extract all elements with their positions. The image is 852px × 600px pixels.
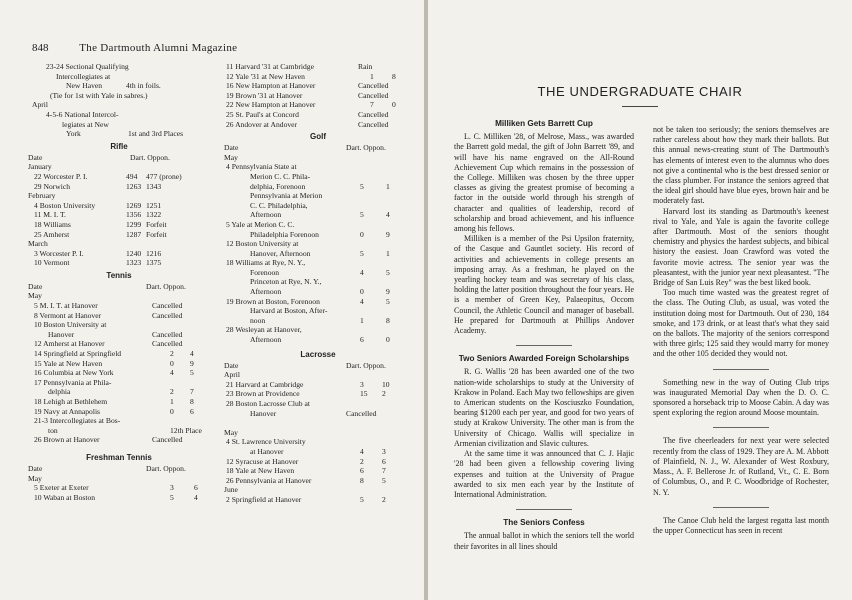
result-event: Harvard at Boston, After- xyxy=(250,306,328,316)
result-dart-score: 6 xyxy=(360,466,364,476)
result-row xyxy=(220,335,416,345)
result-event: 12 Yale '31 at New Haven xyxy=(226,71,305,81)
result-dart-score: 0 xyxy=(170,406,174,416)
result-opponent-score: 9 xyxy=(386,287,390,297)
result-row xyxy=(220,316,416,326)
result-opponent-score: Forfeit xyxy=(146,229,167,239)
seniors-paragraph-3: Harvard lost its standing as Dartmouth's keenest rival to Yale, and Yale is again the favorite college after Dartmouth. Most of the seniors thought chemistry and physics the hardest subjects, and bibical history the easiest. Joan Crawford was voted the favorite movie actress. The senior year was the pleasantest, with the junior year next pleasantest. "The Bridge of San Luis Rey" was the best liked book. xyxy=(653,206,829,288)
result-row xyxy=(24,311,214,321)
result-opponent-score: 8 xyxy=(190,397,194,406)
result-dart-score: 1 xyxy=(170,397,174,406)
fencing-line: 4-5-6 National Intercol- xyxy=(46,109,119,119)
result-event: 19 Brown '31 at Hanover xyxy=(226,90,303,100)
result-opponent-score: 1322 xyxy=(146,210,162,220)
result-event: 18 Yale at New Haven xyxy=(226,466,295,476)
fencing-line: legiates at New xyxy=(62,119,109,129)
result-event: 12 Amherst at Hanover xyxy=(34,339,105,349)
freshman-tennis-results xyxy=(24,474,214,503)
result-event: 26 Brown at Hanover xyxy=(34,435,100,445)
fencing-line: Intercollegiates at xyxy=(56,71,111,81)
result-row xyxy=(24,210,214,220)
result-row xyxy=(220,153,416,163)
result-opponent-score: 4 xyxy=(194,492,198,502)
result-row xyxy=(220,287,416,297)
result-event: May xyxy=(224,427,238,437)
result-event: 5 Yale at Merion C. C. xyxy=(226,219,295,229)
result-dart-score: 494 xyxy=(126,171,138,181)
result-dart-score: Cancelled xyxy=(152,329,183,339)
result-dart-score: 1240 xyxy=(126,248,142,258)
result-row xyxy=(220,258,416,268)
result-row xyxy=(220,447,416,457)
result-row xyxy=(24,474,214,484)
result-opponent-score: 477 (prone) xyxy=(146,171,182,181)
result-event: C. C. Philadelphia, xyxy=(250,200,308,210)
result-event: 16 Columbia at New York xyxy=(34,368,114,378)
result-dart-score: 12th Place xyxy=(170,425,202,435)
result-row xyxy=(24,339,214,349)
result-row xyxy=(24,493,214,503)
result-row xyxy=(220,457,416,467)
result-row xyxy=(220,191,416,201)
result-opponent-score: 8 xyxy=(386,315,390,325)
result-opponent-score: 10 xyxy=(382,379,390,389)
result-row xyxy=(220,120,416,130)
result-event: Forenoon xyxy=(250,267,280,277)
result-opponent-score: 7 xyxy=(190,387,194,397)
result-row xyxy=(220,110,416,120)
result-row xyxy=(24,320,214,330)
result-row xyxy=(220,72,416,82)
result-opponent-score: 1 xyxy=(386,248,390,258)
result-row xyxy=(220,485,416,495)
result-event: 17 Pennsylvania at Phila- xyxy=(34,377,112,387)
result-event: 18 Williams xyxy=(34,219,71,229)
result-dart-score: 1287 xyxy=(126,229,142,239)
result-dart-score: 4 xyxy=(360,446,364,456)
result-dart-score: 1299 xyxy=(126,219,142,229)
result-event: 10 Waban at Boston xyxy=(34,492,96,502)
result-row xyxy=(24,182,214,192)
result-event: delphia xyxy=(48,387,71,397)
left-page xyxy=(0,0,424,600)
result-event: 19 Brown at Boston, Forenoon xyxy=(226,296,320,306)
result-row xyxy=(220,495,416,505)
result-opponent-score: 0 xyxy=(386,335,390,345)
result-dart-score: 0 xyxy=(170,358,174,368)
page-number: 848 xyxy=(32,42,49,54)
running-header xyxy=(32,42,237,54)
result-row xyxy=(220,230,416,240)
result-event: Hanover, Afternoon xyxy=(250,248,311,258)
result-dart-score: Rain xyxy=(358,62,373,71)
result-event: 25 Amherst xyxy=(34,229,70,239)
lacrosse-heading: Lacrosse xyxy=(300,349,336,359)
result-event: 23 Brown at Providence xyxy=(226,389,300,399)
result-dart-score: 4 xyxy=(360,267,364,277)
result-event: 28 Wesleyan at Hanover, xyxy=(226,325,302,335)
outing-club-paragraph: Something new in the way of Outing Club trips was inaugurated Memorial Day when the D. O. C. sponsored a horseback trip to Moose Cabin. A day was spent exploring the region around Moose mountain. xyxy=(653,377,829,418)
result-row xyxy=(220,418,416,428)
fencing-line: New Haven 4th in foils. xyxy=(66,81,161,91)
result-dart-score: Cancelled xyxy=(358,119,389,129)
result-row xyxy=(220,409,416,419)
right-page xyxy=(428,0,852,600)
result-row xyxy=(24,201,214,211)
result-row xyxy=(24,172,214,182)
scholarships-paragraph-1: R. G. Wallis '28 has been awarded one of the two nation-wide scholarships to study at the University of Krakow in Poland. Each May two fellowships are given to American students on the Kosciuszko Foundation, bearing $1200 each per year, and good for two years of study at Krakow University. The other man is from the University of Chicago. Wallis will specialize in Armenian civilization and Slavic cultures. xyxy=(454,367,634,448)
result-event: Afternoon xyxy=(250,287,282,297)
result-event: 3 Worcester P. I. xyxy=(34,248,84,258)
result-dart-score: Cancelled xyxy=(152,339,183,349)
result-event: 11 M. I. T. xyxy=(34,210,66,220)
result-event: 18 Lehigh at Bethlehem xyxy=(34,397,108,406)
lacrosse-col-headers: Date Dart. Oppon. xyxy=(224,360,386,370)
result-event: 4 Pennsylvania State at xyxy=(226,162,297,172)
scholarships-paragraph-2: At the same time it was announced that C. J. Hajic '28 had been given a fellowship covering living expenses and tuition at the University of Prague awarded to six men each year by the Institute of International Administration. xyxy=(454,449,634,499)
fencing-line: (Tie for 1st with Yale in sabres.) xyxy=(50,90,148,100)
freshman-tennis-col-headers: Date Dart. Oppon. xyxy=(28,463,186,473)
result-row xyxy=(24,426,214,436)
result-row xyxy=(220,210,416,220)
tennis-heading: Tennis xyxy=(106,270,132,280)
result-event: 18 Williams at Rye, N. Y., xyxy=(226,258,306,268)
result-event: Philadelphia Forenoon xyxy=(250,229,319,239)
result-row xyxy=(220,297,416,307)
result-row xyxy=(24,416,214,426)
result-row xyxy=(220,62,416,72)
result-dart-score: 3 xyxy=(360,379,364,389)
freshman-tennis-heading: Freshman Tennis xyxy=(86,452,152,462)
result-event: 2 Springfield at Hanover xyxy=(226,494,302,504)
result-opponent-score: 9 xyxy=(386,229,390,239)
result-dart-score: Cancelled xyxy=(358,109,389,119)
fencing-line: 23-24 Sectional Qualifying xyxy=(46,62,129,71)
section-divider xyxy=(516,509,572,510)
results-column-2 xyxy=(220,62,416,505)
result-dart-score: 5 xyxy=(360,248,364,258)
result-event: 14 Springfield at Springfield xyxy=(34,349,122,359)
section-divider xyxy=(516,345,572,346)
result-dart-score: 8 xyxy=(360,475,364,485)
section-divider xyxy=(713,369,769,370)
golf-col-headers: Date Dart. Oppon. xyxy=(224,143,386,153)
result-row xyxy=(220,201,416,211)
seniors-paragraph-1: The annual ballot in which the seniors tell the world their favorites in all lines should xyxy=(454,531,634,551)
result-opponent-score: 6 xyxy=(190,406,194,416)
result-dart-score: Cancelled xyxy=(358,90,389,100)
section-divider xyxy=(713,427,769,428)
result-opponent-score: 2 xyxy=(382,389,386,399)
section-divider xyxy=(713,507,769,508)
result-event: 15 Yale at New Haven xyxy=(34,358,103,368)
result-row xyxy=(220,437,416,447)
title-rule xyxy=(622,106,658,107)
result-row xyxy=(24,483,214,493)
result-opponent-score: 3 xyxy=(382,446,386,456)
article-column-1 xyxy=(454,115,634,552)
result-opponent-score: 4 xyxy=(386,210,390,220)
result-dart-score: Cancelled xyxy=(152,435,183,445)
freshman-baseball-results xyxy=(220,62,416,129)
result-event: Pennsylvania at Merion xyxy=(250,191,323,201)
result-row xyxy=(220,428,416,438)
result-row xyxy=(24,191,214,201)
golf-results xyxy=(220,153,416,345)
result-dart-score: 6 xyxy=(360,335,364,345)
section-title: THE UNDERGRADUATE CHAIR xyxy=(537,84,743,99)
result-dart-score: 4 xyxy=(170,368,174,378)
result-event: 4 Boston University xyxy=(34,200,96,210)
result-dart-score: 5 xyxy=(360,181,364,191)
result-opponent-score: 1343 xyxy=(146,181,162,191)
result-row xyxy=(220,268,416,278)
result-dart-score: 1263 xyxy=(126,181,142,191)
result-row xyxy=(24,239,214,249)
result-event: May xyxy=(224,152,238,162)
result-dart-score: Cancelled xyxy=(152,301,183,311)
result-event: May xyxy=(28,291,42,301)
result-dart-score: 3 xyxy=(170,483,174,493)
result-event: 5 Exeter at Exeter xyxy=(34,483,89,493)
result-event: 19 Navy at Annapolis xyxy=(34,406,101,416)
result-event: April xyxy=(224,370,241,380)
result-row xyxy=(220,389,416,399)
result-row xyxy=(220,162,416,172)
seniors-heading: The Seniors Confess xyxy=(503,518,585,528)
milliken-paragraph-1: L. C. Milliken '28, of Melrose, Mass., was awarded the Barrett gold medal, the gift of John Barrett '89, and will have his name engraved on the All-Round Achievement Cup which remains in the possession of the College. Milliken was chosen by the three upper classes as giving the greatest promise of becoming a factor in the outside world through his strength of character and qualities of leadership, record of scholarship and broad achievement, and his influence among his fellows. xyxy=(454,132,634,234)
result-row xyxy=(220,91,416,101)
result-event: delphia, Forenoon xyxy=(250,181,306,191)
result-row xyxy=(24,435,214,445)
result-dart-score: 5 xyxy=(360,494,364,504)
result-event: Hanover xyxy=(250,408,277,418)
result-dart-score: 5 xyxy=(170,492,174,502)
result-row xyxy=(220,249,416,259)
result-opponent-score: 7 xyxy=(382,466,386,476)
result-event: 28 Boston Lacrosse Club at xyxy=(226,399,310,408)
result-event: 22 New Hampton at Hanover xyxy=(226,100,316,110)
result-opponent-score: 1 xyxy=(386,181,390,191)
lacrosse-results xyxy=(220,370,416,504)
result-dart-score: 7 xyxy=(370,100,374,110)
result-dart-score: 5 xyxy=(360,210,364,220)
result-row xyxy=(24,359,214,369)
result-opponent-score: 8 xyxy=(392,71,396,81)
result-dart-score: 0 xyxy=(360,229,364,239)
rifle-heading: Rifle xyxy=(110,141,128,151)
result-opponent-score: 6 xyxy=(382,456,386,466)
result-row xyxy=(220,476,416,486)
result-event: January xyxy=(28,162,52,172)
result-row xyxy=(220,466,416,476)
result-event: 21-3 Intercollegiates at Bos- xyxy=(34,416,121,426)
result-row xyxy=(220,370,416,380)
result-dart-score: Cancelled xyxy=(358,81,389,91)
result-row xyxy=(24,230,214,240)
result-opponent-score: 6 xyxy=(194,483,198,493)
result-event: 5 M. I. T. at Hanover xyxy=(34,301,98,311)
result-row xyxy=(24,407,214,417)
magazine-title: The Dartmouth Alumni Magazine xyxy=(79,42,238,54)
result-row xyxy=(24,291,214,301)
tennis-results xyxy=(24,291,214,445)
result-event: 29 Norwich xyxy=(34,181,71,191)
result-opponent-score: 5 xyxy=(382,475,386,485)
result-event: ton xyxy=(48,425,58,435)
result-event: Merion C. C. Phila- xyxy=(250,171,311,181)
result-event: 4 St. Lawrence University xyxy=(226,437,306,447)
result-dart-score: 2 xyxy=(170,349,174,359)
result-dart-score: 1323 xyxy=(126,258,142,268)
rifle-results xyxy=(24,162,214,268)
fencing-line: April xyxy=(32,100,49,110)
golf-heading: Golf xyxy=(310,132,326,142)
milliken-heading: Milliken Gets Barrett Cup xyxy=(495,119,593,128)
result-event: 11 Harvard '31 at Cambridge xyxy=(226,62,314,71)
result-dart-score: 0 xyxy=(360,287,364,297)
result-opponent-score: 5 xyxy=(386,296,390,306)
result-row xyxy=(220,81,416,91)
results-column-1 xyxy=(24,62,214,502)
result-opponent-score: 1375 xyxy=(146,258,162,268)
result-row xyxy=(220,277,416,287)
result-row xyxy=(220,172,416,182)
result-opponent-score: 5 xyxy=(190,368,194,378)
result-event: 16 New Hampton at Hanover xyxy=(226,81,316,91)
result-event: Afternoon xyxy=(250,335,282,345)
result-event: 12 Boston University at xyxy=(226,239,299,249)
result-event: 12 Syracuse at Hanover xyxy=(226,456,299,466)
result-event: 8 Vermont at Hanover xyxy=(34,310,102,320)
result-dart-score: 1356 xyxy=(126,210,142,220)
result-row xyxy=(220,380,416,390)
result-event: 21 Harvard at Cambridge xyxy=(226,379,304,389)
result-row xyxy=(24,301,214,311)
result-row xyxy=(24,378,214,388)
result-row xyxy=(24,330,214,340)
result-row xyxy=(24,258,214,268)
result-opponent-score: 5 xyxy=(386,267,390,277)
result-opponent-score: 9 xyxy=(190,358,194,368)
scholarships-heading: Two Seniors Awarded Foreign Scholarships xyxy=(458,354,630,364)
fencing-line: York 1st and 3rd Places xyxy=(66,129,184,139)
cheerleaders-paragraph: The five cheerleaders for next year were selected recently from the class of 1929. They are A. M. Abbott of Plainfield, N. J., W. Alexander of West Roxbury, Mass., A. F. Bellerose Jr. of Rutland, Vt., C. E. Born of Columbus, O., and P. C. Woodbridge of Rochester, N. Y. xyxy=(653,436,829,497)
result-event: Afternoon xyxy=(250,210,282,220)
result-dart-score: 1 xyxy=(360,315,364,325)
result-dart-score: 2 xyxy=(360,456,364,466)
result-opponent-score: Forfeit xyxy=(146,219,167,229)
result-row xyxy=(220,100,416,110)
result-row xyxy=(24,397,214,407)
result-row xyxy=(220,220,416,230)
result-event: Princeton at Rye, N. Y., xyxy=(250,277,322,287)
result-opponent-score: 4 xyxy=(190,349,194,359)
milliken-paragraph-2: Milliken is a member of the Psi Upsilon fraternity, of the Casque and Gauntlet society. His record of activities and achievements in college presents an imposing array. As a freshman, he played on the yearling hockey team and was secretary of his class, holding the latter position throughout the four years. He is a member of Green Key, Palaeopitus, Occom Council, the Athletic Council and manager of baseball. He prepared for Dartmouth at Phillips Andover Academy. xyxy=(454,234,634,336)
result-event: noon xyxy=(250,315,266,325)
result-dart-score: Cancelled xyxy=(346,408,377,418)
result-event: at Hanover xyxy=(250,446,284,456)
rifle-col-headers: Date Dart. Oppon. xyxy=(28,152,170,162)
article-column-2 xyxy=(653,125,829,536)
result-event: 26 Pennsylvania at Hanover xyxy=(226,475,312,485)
result-dart-score: 4 xyxy=(360,296,364,306)
result-event: June xyxy=(224,485,238,495)
seniors-paragraph-4: Too much time wasted was the greatest regret of the class. The Outing Club, as usual, was voted the institution doing most for Dartmouth. Out of 230, 184 smoke, and 173 drink, or at least that's what they said on the ballots. The majority of the seniors correspond with three girls; 125 said they would marry for money and the other 105 decided they would not. xyxy=(653,288,829,359)
result-event: March xyxy=(28,239,48,249)
canoe-club-paragraph: The Canoe Club held the largest regatta last month the upper Connecticut has seen in recent xyxy=(653,515,829,535)
result-dart-score: 1269 xyxy=(126,200,142,210)
result-row xyxy=(220,306,416,316)
result-dart-score: 1 xyxy=(370,71,374,81)
result-row xyxy=(24,162,214,172)
tennis-col-headers: Date Dart. Oppon. xyxy=(28,281,186,291)
result-opponent-score: 0 xyxy=(392,100,396,110)
result-event: May xyxy=(28,473,42,483)
result-row xyxy=(220,399,416,409)
result-row xyxy=(220,325,416,335)
result-row xyxy=(220,182,416,192)
result-dart-score: 2 xyxy=(170,387,174,397)
result-opponent-score: 1251 xyxy=(146,200,162,210)
result-row xyxy=(24,368,214,378)
result-row xyxy=(24,349,214,359)
result-event: 10 Boston University at xyxy=(34,320,107,330)
result-event: 10 Vermont xyxy=(34,258,70,268)
result-event: 26 Andover at Andover xyxy=(226,119,298,129)
result-opponent-score: 2 xyxy=(382,494,386,504)
result-row xyxy=(24,387,214,397)
seniors-paragraph-2: not be taken too seriously; the seniors themselves are rather careless about how they mark their ballots. But this annual news-creating stunt of The Dartmouth's has elements of interest even to the alumnus who does not give a continental who is the best dressed senior or the class plumber. For instance the seniors agreed that the ideal girl should have blue eyes, brown hair and be moderately fast. xyxy=(653,125,829,206)
result-event: Hanover xyxy=(48,329,75,339)
result-row xyxy=(24,249,214,259)
result-row xyxy=(220,239,416,249)
result-dart-score: 15 xyxy=(360,389,368,399)
result-event: 25 St. Paul's at Concord xyxy=(226,109,299,119)
result-opponent-score: 1216 xyxy=(146,248,162,258)
result-dart-score: Cancelled xyxy=(152,310,183,320)
result-row xyxy=(24,220,214,230)
result-event: 22 Worcester P. I. xyxy=(34,171,88,181)
result-event: February xyxy=(28,191,56,201)
